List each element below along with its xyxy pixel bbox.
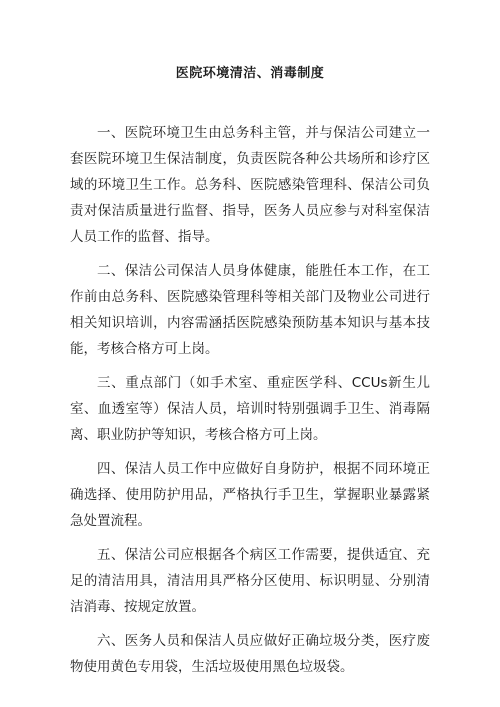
document-title: 医院环境清洁、消毒制度 bbox=[175, 66, 325, 81]
paragraph-4: 四、保洁人员工作中应做好自身防护，根据不同环境正确选择、使用防护用品，严格执行手卫生，掌握职业暴露紧急处置流程。 bbox=[70, 461, 430, 529]
paragraph-5: 五、保洁公司应根据各个病区工作需要，提供适宜、充足的清洁用具，清洁用具严格分区使用、标识明显、分别清洁消毒、按规定放置。 bbox=[70, 547, 430, 615]
paragraph-6: 六、医务人员和保洁人员应做好正确垃圾分类，医疗废物使用黄色专用袋，生活垃圾使用黑色垃圾袋。 bbox=[70, 633, 430, 675]
paragraph-1: 一、医院环境卫生由总务科主管，并与保洁公司建立一套医院环境卫生保洁制度，负责医院各种公共场所和诊疗区域的环境卫生工作。总务科、医院感染管理科、保洁公司负责对保洁质量进行监督、指导，医务人员应参与对科室保洁人员工作的监督、指导。 bbox=[70, 125, 430, 245]
paragraph-3: 三、重点部门（如手术室、重症医学科、CCUs新生儿室、血透室等）保洁人员，培训时特别强调手卫生、消毒隔离、职业防护等知识，考核合格方可上岗。 bbox=[70, 375, 430, 443]
paragraph-2: 二、保洁公司保洁人员身体健康，能胜任本工作，在工作前由总务科、医院感染管理科等相关部门及物业公司进行相关知识培训，内容需涵括医院感染预防基本知识与基本技能，考核合格方可上岗。 bbox=[70, 263, 430, 357]
